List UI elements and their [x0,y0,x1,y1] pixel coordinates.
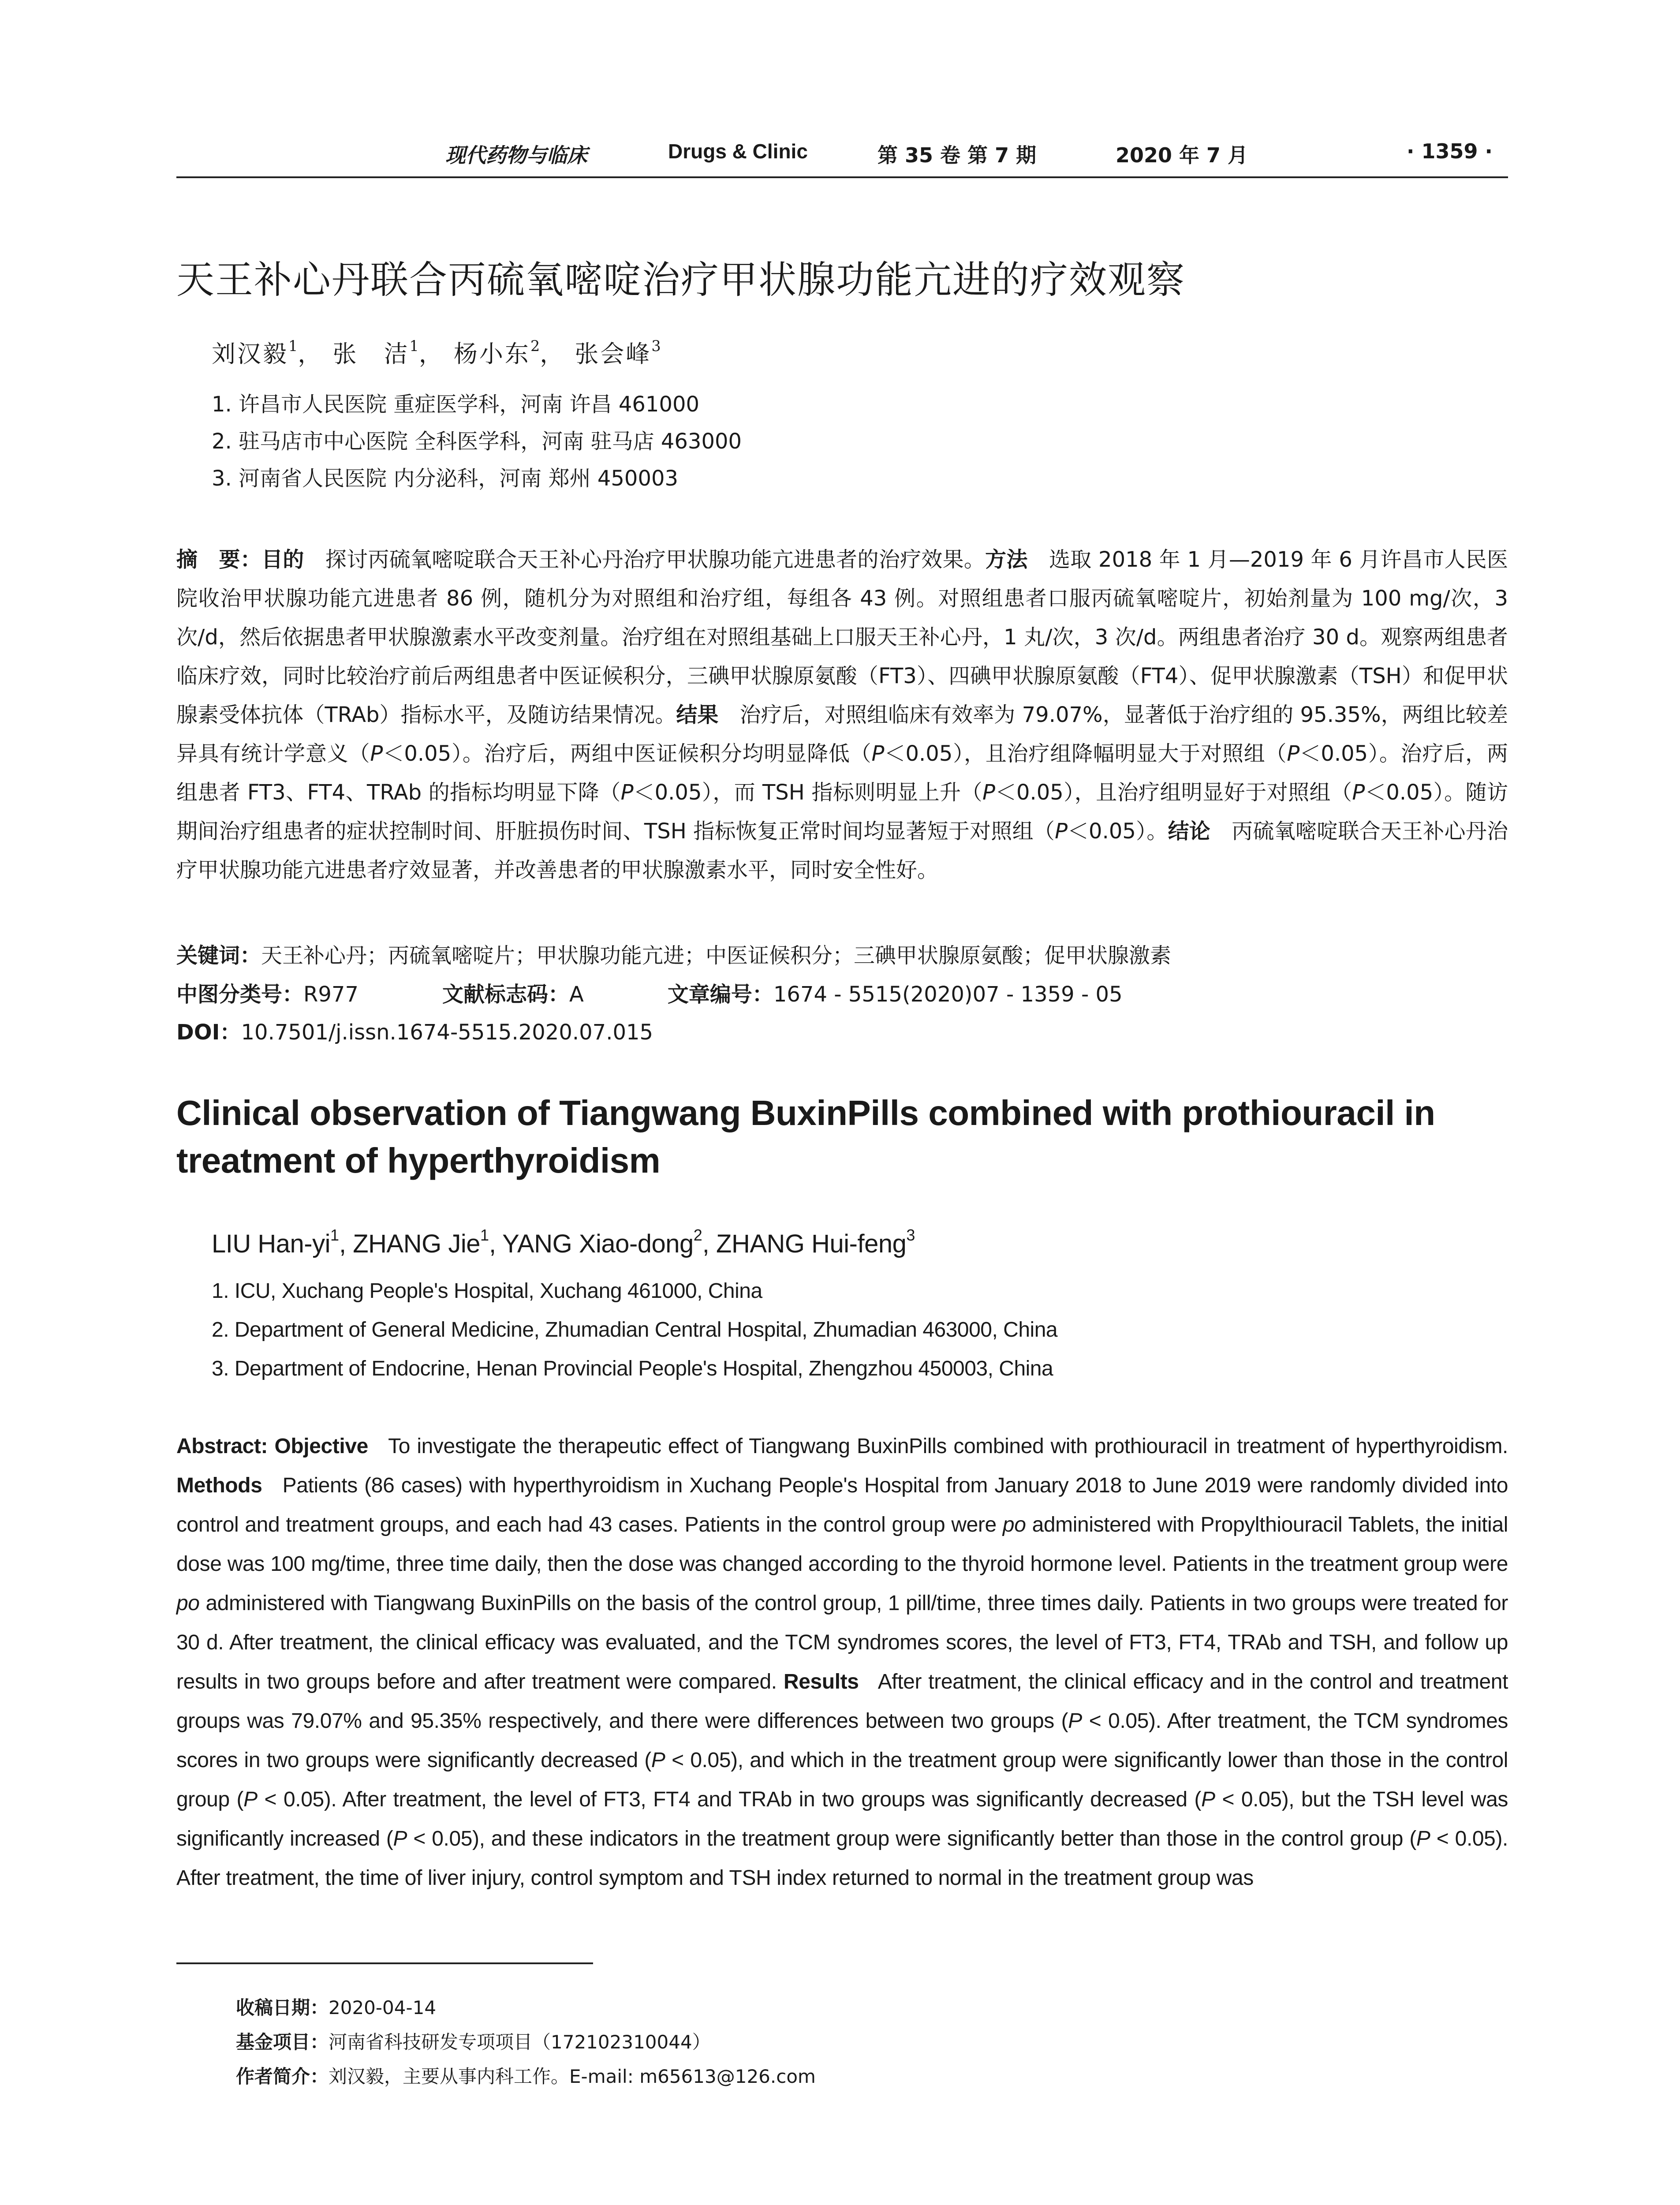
article-no-value: 1674 - 5515(2020)07 - 1359 - 05 [773,982,1123,1007]
objective-label-en: Objective [274,1435,368,1458]
author-en: ZHANG Jie [353,1229,480,1258]
abstract-cn [176,540,1508,889]
keywords-text: 天王补心丹；丙硫氧嘧啶片；甲状腺功能亢进；中医证候积分；三碘甲状腺原氨酸；促甲状腺激素 [261,943,1172,968]
header-rule [176,176,1508,178]
objective-label-cn: 目的 [261,547,304,572]
doc-code-value: A [569,982,584,1007]
affiliation-cn-2: 2. 驻马店市中心医院 全科医学科，河南 驻马店 463000 [212,429,742,454]
bio-text: 刘汉毅，主要从事内科工作。E-mail: m65613@126.com [329,2066,816,2087]
footnote-rule [176,1962,593,1964]
author-sup: 1 [330,1226,339,1244]
affiliation-en-1: 1. ICU, Xuchang People's Hospital, Xuchang 461000, China [212,1279,762,1303]
title-en: Clinical observation of Tiangwang BuxinPills combined with prothiouracil in treatment of hyperthyroidism [176,1093,1435,1180]
abstract-en [176,1427,1508,1898]
doi-label: DOI： [176,1020,241,1045]
authors-cn: 刘汉毅$^1$， 张 洁$^1$， 杨小东$^2$， 张会峰$^3$ [212,337,661,368]
authors-en: LIU Han-$yi^1$, ZHANG Jie$^1$, YANG Xiao-dong$^2$, ZHANG Hui-feng$^3$ [212,1226,915,1258]
author-cn: 杨小东 [453,340,530,368]
objective-text-cn: 探讨丙硫氧嘧啶联合天王补心丹治疗甲状腺功能亢进患者的治疗效果。 [325,547,986,572]
page-number: · 1359 · [1407,139,1493,163]
author-cn: 张会峰 [575,340,652,368]
clc-value: R977 [303,982,358,1007]
article-no-label: 文章编号： [667,982,773,1007]
journal-name-en: Drugs & Clinic [668,140,808,163]
doc-code-label: 文献标志码： [442,982,569,1007]
author-cn: 刘汉毅 [212,340,288,368]
classification-line [176,977,1123,1008]
results-text-cn: 治疗后，对照组临床有效率为 79.07%，显著低于治疗组的 95.35%，两组比较差异具有统计学意义（P＜0.05）。治疗后，两组中医证候积分均明显降低（P＜0.05），且治疗组降幅明显大于对照组（P＜0.05）。治疗后，两组患者 FT3、FT4、TRAb 的指标均明显下降（P＜0.05），而 TSH 指标则明显上升（P＜0.05），且治疗组明显好于对照组（P＜0.05）。随访期间治疗组患者的症状控制时间、肝脏损伤时间、TSH 指标恢复正常时间均显著短于对照组（P＜0.05）。 [176,703,1508,844]
received-label: 收稿日期： [236,1997,329,2018]
affiliation-en-3: 3. Department of Endocrine, Henan Provincial People's Hospital, Zhengzhou 450003, China [212,1357,1053,1380]
affiliation-en-2: 2. Department of General Medicine, Zhumadian Central Hospital, Zhumadian 463000, China [212,1318,1058,1342]
footnote-bio [236,2062,816,2089]
author-en: ZHANG Hui-feng [716,1229,907,1258]
footnote-received [236,1993,436,2020]
results-label-cn: 结果 [676,703,719,727]
affiliation-cn-1: 1. 许昌市人民医院 重症医学科，河南 许昌 461000 [212,392,700,417]
issue-date: 2020 年 7 月 [1116,143,1248,167]
author-sup: 3 [906,1226,915,1244]
received-date: 2020-04-14 [329,1997,437,2018]
methods-text-cn: 选取 2018 年 1 月—2019 年 6 月许昌市人民医院收治甲状腺功能亢进患者 86 例，随机分为对照组和治疗组，每组各 43 例。对照组患者口服丙硫氧嘧啶片，初始剂量为 100 mg/次，3 次/d，然后依据患者甲状腺激素水平改变剂量。治疗组在对照组基础上口服天王补心丹，1 丸/次，3 次/d。两组患者治疗 30 d。观察两组患者临床疗效，同时比较治疗前后两组患者中医证候积分，三碘甲状腺原氨酸（FT3）、四碘甲状腺原氨酸（FT4）、促甲状腺激素（TSH）和促甲状腺素受体抗体（TRAb）指标水平，及随访结果情况。 [176,547,1508,727]
title-cn: 天王补心丹联合丙硫氧嘧啶治疗甲状腺功能亢进的疗效观察 [176,258,1185,302]
conclusion-label-cn: 结论 [1168,819,1211,844]
author-sup: 1 [480,1226,489,1244]
author-en: YANG Xiao-dong [502,1229,694,1258]
author-en: LIU Han-yi [212,1229,330,1258]
conclusion-text-cn: 丙硫氧嘧啶联合天王补心丹治疗甲状腺功能亢进患者疗效显著，并改善患者的甲状腺激素水平，同时安全性好。 [176,819,1508,882]
doi-value: 10.7501/j.issn.1674-5515.2020.07.015 [241,1020,653,1045]
methods-label-cn: 方法 [985,547,1028,572]
author-sup: 2 [530,337,540,355]
journal-name-cn: 现代药物与临床 [445,143,587,167]
author-sup: 1 [288,337,298,355]
keywords-cn [176,938,1171,969]
methods-label-en: Methods [176,1474,262,1497]
bio-label: 作者简介： [236,2066,329,2087]
affiliation-cn-3: 3. 河南省人民医院 内分泌科，河南 郑州 450003 [212,466,679,491]
abstract-label-cn: 摘 要： [176,547,262,572]
footnote-fund [236,2028,711,2054]
keywords-label: 关键词： [176,943,261,968]
fund-label: 基金项目： [236,2031,329,2053]
volume-issue: 第 35 卷 第 7 期 [877,143,1037,167]
author-sup: 3 [651,337,661,355]
author-cn: 张 洁 [332,340,410,368]
objective-text-en: To investigate the therapeutic effect of Tiangwang BuxinPills combined with prothiouracil in treatment of hyperthyroidism. [388,1435,1508,1458]
author-sup: 1 [409,337,419,355]
running-header [176,139,1508,170]
doi-line [176,1015,653,1046]
results-label-en: Results [783,1670,859,1693]
methods-text-en: Patients (86 cases) with hyperthyroidism in Xuchang People's Hospital from January 2018 to June 2019 were randomly divided into control and treatment groups, and each had 43 cases. Patients in the control group were po administered with Propylthiouracil Tablets, the initial dose was 100 mg/time, three time daily, then the dose was changed according to the thyroid hormone level. Patients in the treatment group were po administered with Tiangwang BuxinPills on the basis of the control group, 1 pill/time, three times daily. Patients in two groups were treated for 30 d. After treatment, the clinical efficacy was evaluated, and the TCM syndromes scores, the level of FT3, FT4, TRAb and TSH, and follow up results in two groups before and after treatment were compared. [176,1474,1508,1693]
clc-label: 中图分类号： [176,982,304,1007]
abstract-label-en: Abstract: [176,1435,268,1458]
results-text-en: After treatment, the clinical efficacy and in the control and treatment groups was 79.07% and 95.35% respectively, and there were differences between two groups (P < 0.05). After treatment, the TCM syndromes scores in two groups were significantly decreased (P < 0.05), and which in the treatment group were significantly lower than those in the control group (P < 0.05). After treatment, the level of FT3, FT4 and TRAb in two groups was significantly decreased (P < 0.05), but the TSH level was significantly increased (P < 0.05), and these indicators in the treatment group were significantly better than those in the control group (P < 0.05). After treatment, the time of liver injury, control symptom and TSH index returned to normal in the treatment group was [176,1670,1508,1890]
fund-text: 河南省科技研发专项项目（172102310044） [329,2031,711,2053]
author-sup: 2 [693,1226,702,1244]
